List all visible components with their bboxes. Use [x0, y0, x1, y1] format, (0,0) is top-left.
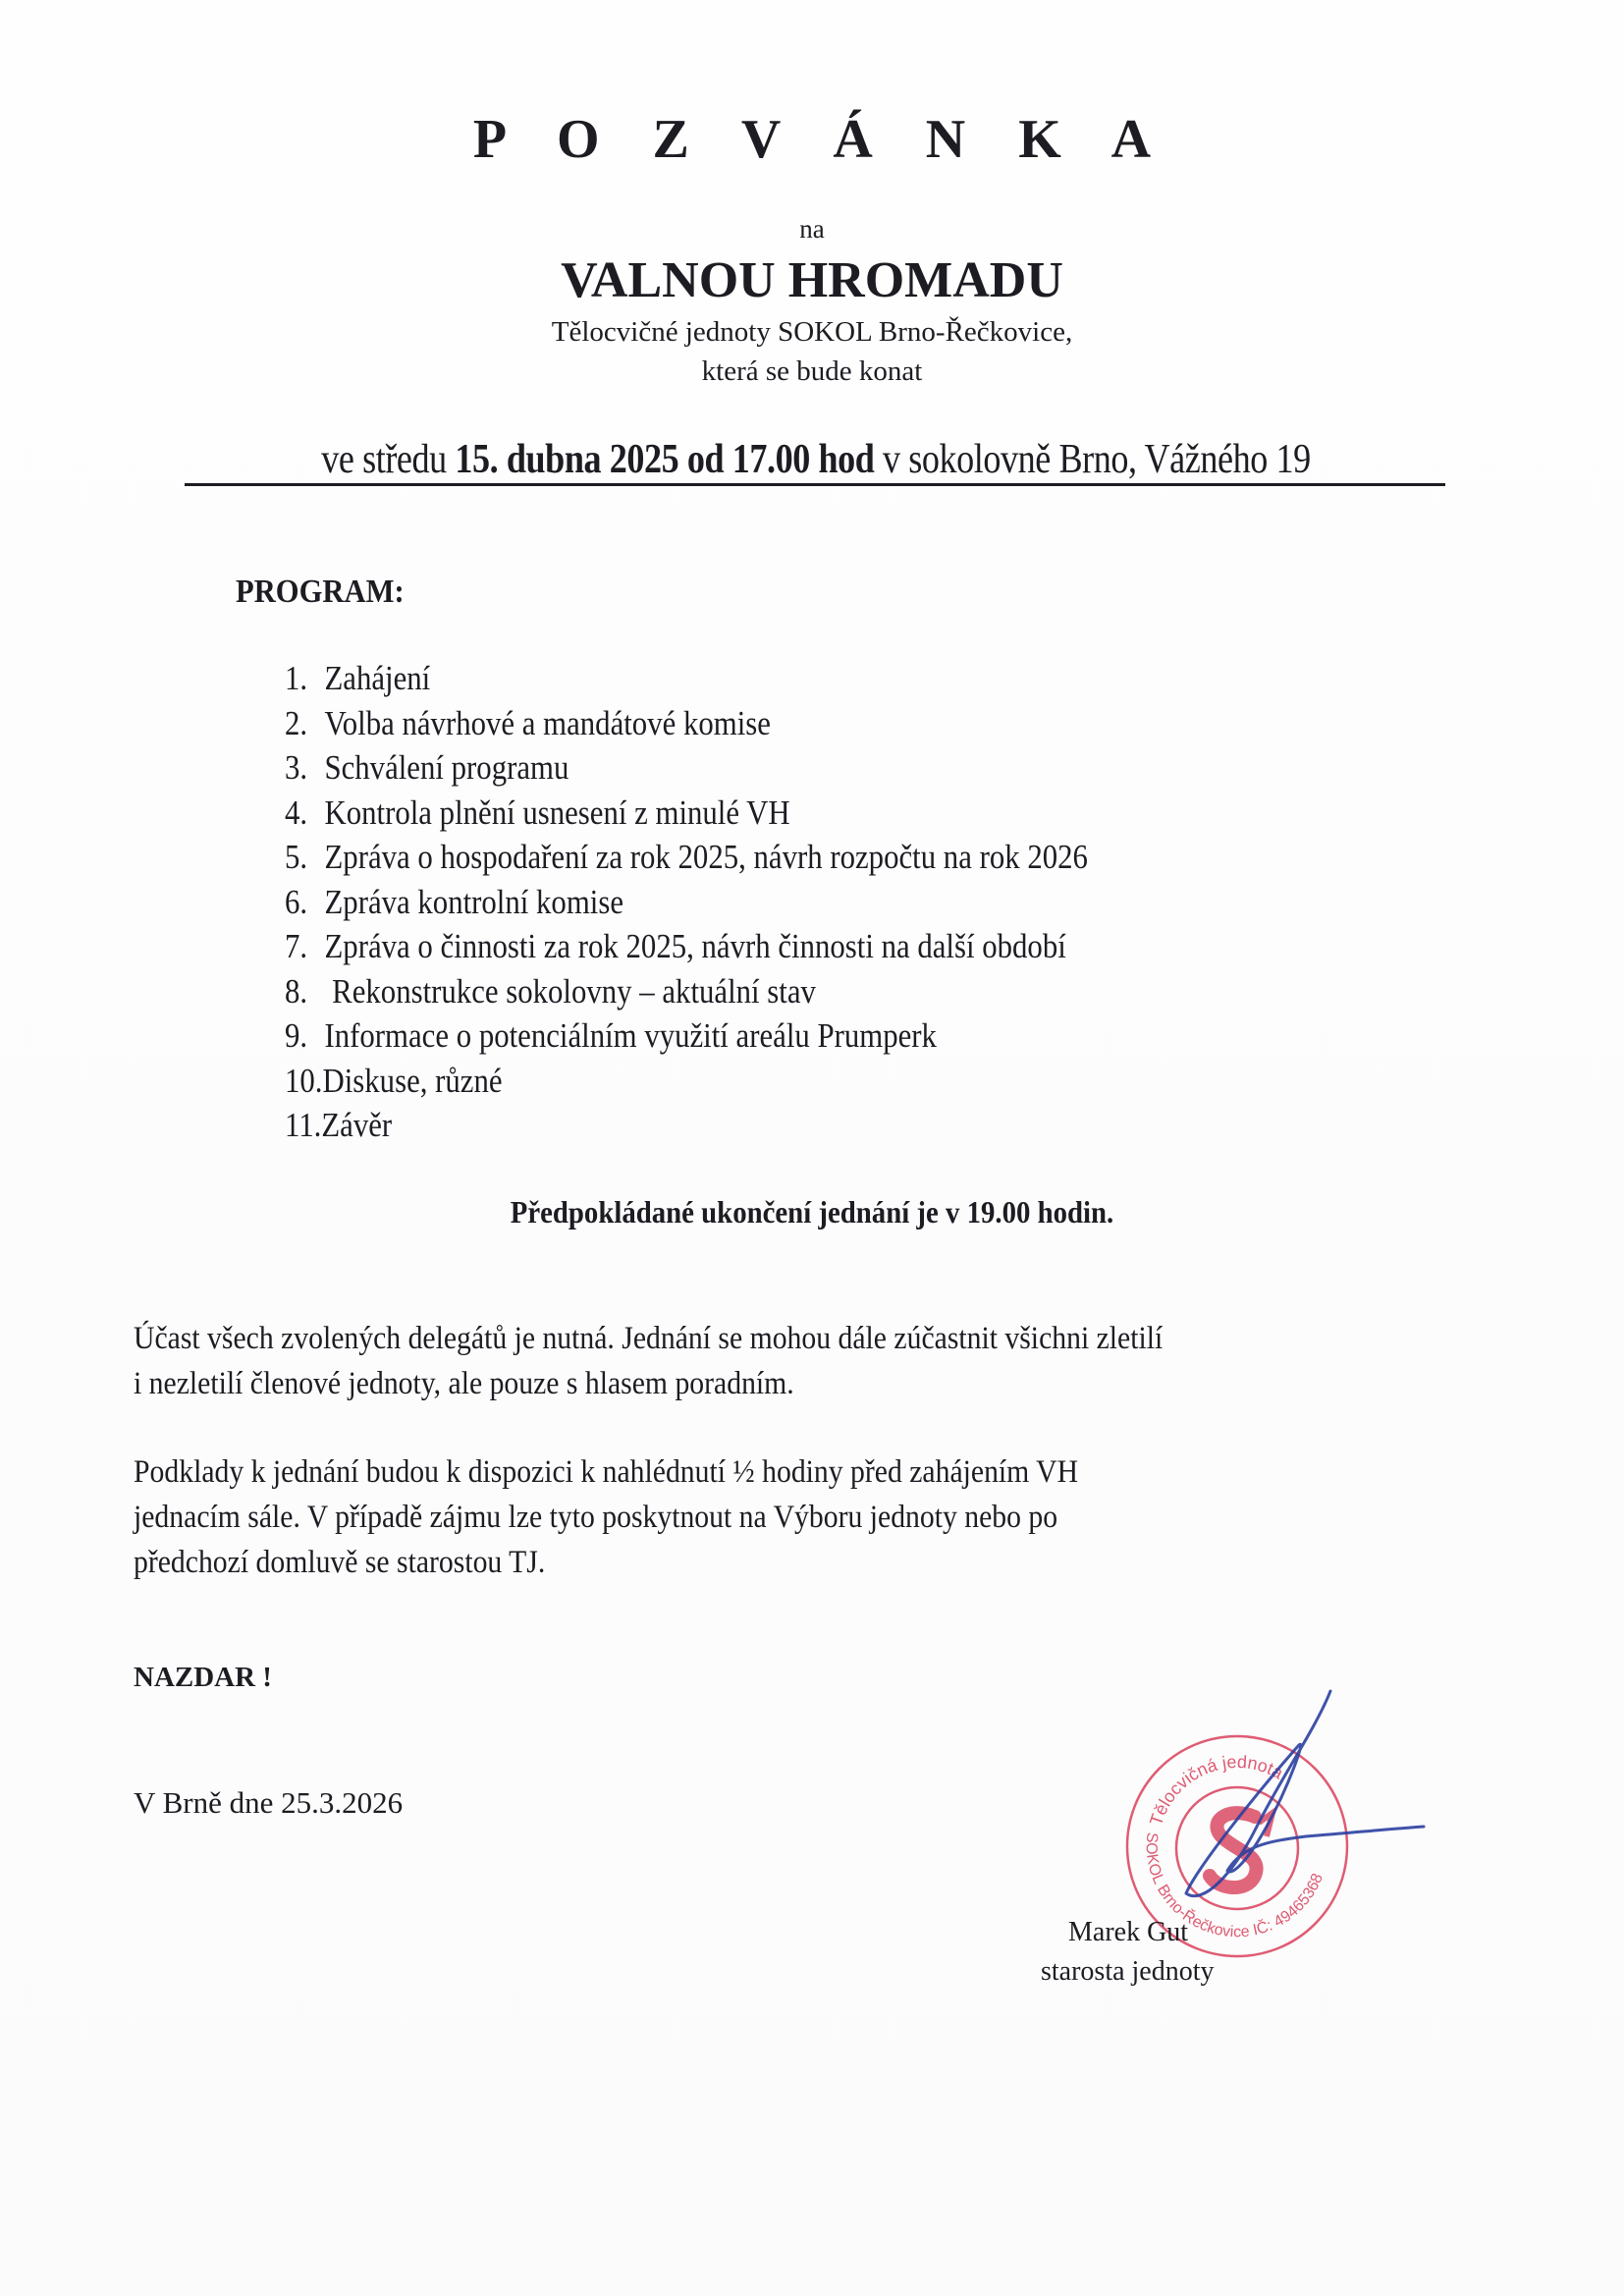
- program-item-number: 5.: [285, 838, 308, 876]
- program-item-number: 7.: [285, 927, 308, 965]
- signer-role: starosta jednoty: [1041, 1956, 1215, 1987]
- date-line-location: v sokolovně Brno, Vážného 19: [874, 437, 1311, 482]
- program-item-number: 4.: [285, 793, 308, 832]
- program-item: [285, 791, 1088, 836]
- document-title: P O Z V Á N K A: [472, 109, 1171, 170]
- attendance-paragraph: [134, 1316, 1388, 1406]
- program-heading: PROGRAM:: [236, 574, 405, 610]
- program-item: [285, 701, 1088, 746]
- program-item-text: Závěr: [321, 1106, 393, 1144]
- date-line-underline: [185, 483, 1445, 486]
- paragraph-line: i nezletilí členové jednoty, ale pouze s hlasem poradním.: [134, 1366, 794, 1401]
- program-item-text: Kontrola plnění usnesení z minulé VH: [324, 793, 790, 832]
- program-item-text: Zpráva o činnosti za rok 2025, návrh činnosti na další období: [324, 927, 1066, 965]
- program-item: [285, 1013, 1088, 1059]
- signer-name: Marek Gut: [1068, 1917, 1189, 1947]
- organization-line-1: Tělocvičné jednoty SOKOL Brno-Řečkovice,: [551, 316, 1073, 348]
- program-item: [285, 1059, 1088, 1104]
- paragraph-line: Podklady k jednání budou k dispozici k nahlédnutí ½ hodiny před zahájením VH: [134, 1454, 1079, 1490]
- program-item-number: 2.: [285, 703, 308, 742]
- program-item-number: 9.: [285, 1016, 308, 1055]
- organization-line-2: která se bude konat: [701, 355, 923, 387]
- program-item-number: 11.: [285, 1106, 322, 1144]
- date-line-datetime: 15. dubna 2025 od 17.00 hod: [455, 437, 875, 482]
- program-item-number: 10.: [285, 1061, 323, 1100]
- expected-end-time: Předpokládané ukončení jednání je v 19.00 hodin.: [510, 1194, 1114, 1230]
- program-item-text: Informace o potenciálním využití areálu Prumperk: [324, 1016, 937, 1055]
- program-item: [285, 969, 1088, 1014]
- place-and-date: V Brně dne 25.3.2026: [134, 1785, 404, 1820]
- program-list: [285, 656, 1197, 1148]
- materials-paragraph: [134, 1449, 1388, 1585]
- program-item-number: 3.: [285, 748, 308, 787]
- program-item-text: Zpráva o hospodaření za rok 2025, návrh rozpočtu na rok 2026: [324, 838, 1088, 876]
- program-item-text: Diskuse, různé: [322, 1061, 503, 1100]
- program-item: [285, 924, 1088, 969]
- title-preposition: na: [799, 214, 825, 244]
- signature-block: [1031, 1669, 1473, 2003]
- program-item: [285, 656, 1088, 701]
- program-item: [285, 745, 1088, 791]
- program-item-text: Rekonstrukce sokolovny – aktuální stav: [324, 971, 816, 1011]
- document-subtitle: VALNOU HROMADU: [561, 252, 1063, 308]
- paragraph-line: jednacím sále. V případě zájmu lze tyto poskytnout na Výboru jednoty nebo po: [134, 1500, 1058, 1535]
- greeting: NAZDAR !: [134, 1662, 272, 1693]
- program-item-number: 1.: [285, 659, 308, 697]
- program-item-number: 8.: [285, 971, 308, 1011]
- program-item-number: 6.: [285, 882, 308, 921]
- program-item-text: Zpráva kontrolní komise: [324, 882, 624, 921]
- program-item-text: Volba návrhové a mandátové komise: [324, 703, 771, 742]
- program-item-text: Zahájení: [324, 659, 431, 697]
- paragraph-line: předchozí domluvě se starostou TJ.: [134, 1545, 546, 1580]
- stamp-bottom-text: SOKOL Brno-Řečkovice IČ: 49465368: [1142, 1831, 1326, 1941]
- paragraph-line: Účast všech zvolených delegátů je nutná. Jednání se mohou dále zúčastnit všichni zletilí: [134, 1321, 1164, 1356]
- date-line-prefix: ve středu: [321, 437, 456, 482]
- meeting-date-line: [273, 436, 1359, 483]
- program-item: [285, 835, 1088, 880]
- program-item: [285, 880, 1088, 925]
- program-item-text: Schválení programu: [324, 748, 569, 787]
- program-item: [285, 1103, 1088, 1148]
- handwritten-signature: [1031, 1669, 1473, 2003]
- stamp-top-text: Tělocvičná jednota: [1146, 1751, 1287, 1829]
